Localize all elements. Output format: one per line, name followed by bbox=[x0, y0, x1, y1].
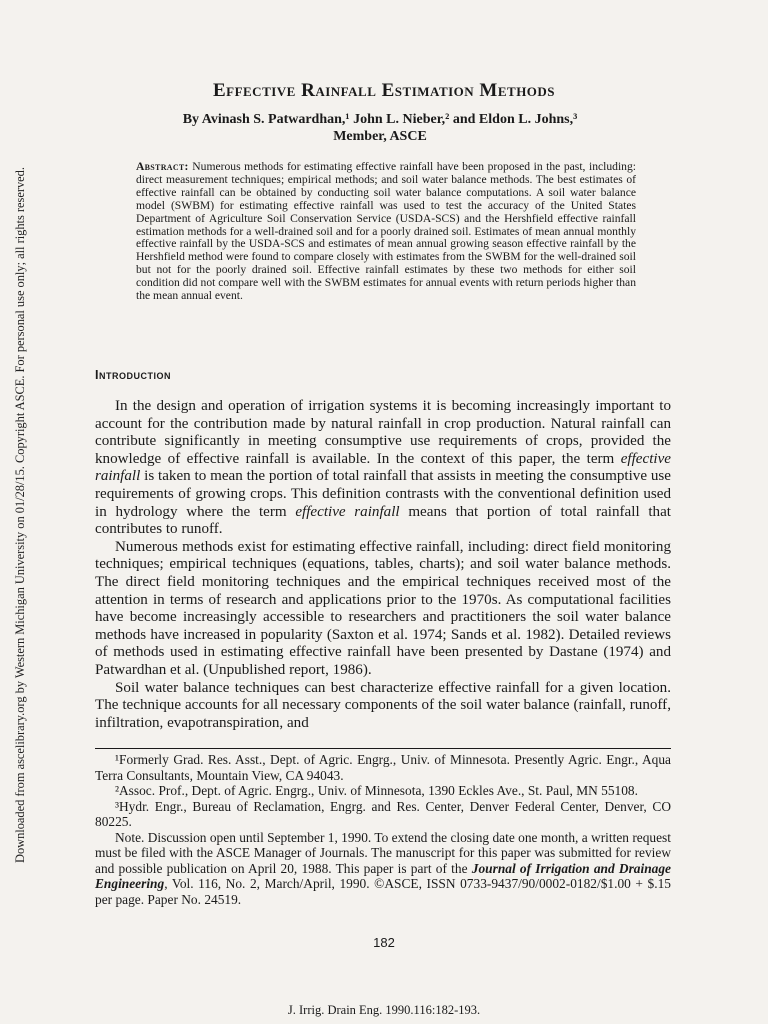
author-block bbox=[100, 111, 660, 145]
paragraph-text: means that portion of total rainfall that contributes to runoff. bbox=[95, 503, 671, 538]
discussion-note bbox=[95, 830, 671, 908]
footnote: ¹Formerly Grad. Res. Asst., Dept. of Agric. Engrg., Univ. of Minnesota. Presently Agric. Engr., Aqua Terra Consultants, Mountain View, CA 94043. bbox=[95, 752, 671, 783]
footnote: ³Hydr. Engr., Bureau of Reclamation, Engrg. and Res. Center, Denver Federal Center, Denver, CO 80225. bbox=[95, 798, 671, 829]
abstract-label: Abstract: bbox=[136, 160, 189, 173]
italic-term: effective rainfall bbox=[295, 503, 400, 520]
citation-footer: J. Irrig. Drain Eng. 1990.116:182-193. bbox=[287, 1003, 481, 1017]
journal-name: Journal of Irrigation and Drainage Engineering bbox=[95, 860, 672, 891]
page-number: 182 bbox=[373, 935, 395, 950]
introduction-body bbox=[95, 398, 671, 732]
footnotes bbox=[95, 752, 671, 907]
paper-title: Effective Rainfall Estimation Methods bbox=[212, 80, 556, 101]
author-membership: Member, ASCE bbox=[333, 129, 427, 144]
download-notice: Downloaded from ascelibrary.org by Western Michigan University on 01/28/15. Copyright ASCE. For personal use only; all rights reserved. bbox=[13, 167, 27, 863]
paragraph-text: In the design and operation of irrigation systems it is becoming increasingly important to account for the contribution made by natural rainfall in crop production. Natural rainfall can contribute significantly in meeting consumptive use requirements of crops, provided the knowledge of effective rainfall is available. In the context of this paper, the term bbox=[95, 398, 671, 467]
abstract-text: Numerous methods for estimating effective rainfall have been proposed in the past, including: direct measurement techniques; empirical methods; and soil water balance methods. The best estimates of effective rainfall can be obtained by conducting soil water balance computations. A soil water balance model (SWBM) for estimating effective rainfall was used to test the accuracy of the United States Department of Agriculture Soil Conservation Service (USDA-SCS) and the Hershfield effective rainfall estimation methods for a well-drained soil and for a poorly drained soil. Estimates of mean annual monthly effective rainfall by the USDA-SCS and estimates of mean annual growing season effective rainfall by the Hershfield method were found to compare closely with estimates from the SWBM for the well-drained soil but not for the poorly drained soil. Effective rainfall estimates by these two methods for either soil condition did not compare well with the SWBM estimates for annual events with return periods higher than the mean annual event. bbox=[136, 160, 636, 303]
paragraph-text: is taken to mean the portion of total rainfall that assists in meeting the consumptive use requirements of growing crops. This definition contrasts with the conventional definition used in hydrology where the term bbox=[95, 468, 671, 520]
paragraph: Numerous methods exist for estimating effective rainfall, including: direct field monitoring techniques; empirical techniques (equations, tables, charts); and soil water balance methods. The direct field monitoring techniques and the empirical techniques received most of the attention in terms of research and applications prior to the 1970s. As computational facilities have become increasingly accessible to researchers and practitioners the soil water balance methods have increased in popularity (Saxton et al. 1974; Sands et al. 1982). Detailed reviews of methods used in estimating effective rainfall have been presented by Dastane (1974) and Patwardhan et al. (Unpublished report, 1986). bbox=[95, 538, 671, 678]
footnote: ²Assoc. Prof., Dept. of Agric. Engrg., Univ. of Minnesota, 1390 Eckles Ave., St. Paul, MN 55108. bbox=[115, 783, 638, 798]
italic-term: effective rainfall bbox=[95, 450, 671, 485]
paragraph bbox=[95, 398, 671, 539]
abstract bbox=[136, 161, 636, 303]
paragraph: Soil water balance techniques can best characterize effective rainfall for a given location. The technique accounts for all necessary components of the soil water balance (rainfall, runoff, infiltration, evapotranspiration, and bbox=[95, 679, 671, 731]
footnote-divider bbox=[95, 748, 671, 749]
note-text: , Vol. 116, No. 2, March/April, 1990. ©ASCE, ISSN 0733-9437/90/0002-0182/$1.00 + $.15 per page. Paper No. 24519. bbox=[95, 876, 671, 907]
note-text: Note. Discussion open until September 1, 1990. To extend the closing date one month, a written request must be filed with the ASCE Manager of Journals. The manuscript for this paper was submitted for review and possible publication on April 20, 1988. This paper is part of the bbox=[95, 829, 671, 876]
section-heading-introduction: Introduction bbox=[95, 368, 171, 382]
author-names: By Avinash S. Patwardhan,¹ John L. Nieber,² and Eldon L. Johns,³ bbox=[182, 112, 578, 127]
